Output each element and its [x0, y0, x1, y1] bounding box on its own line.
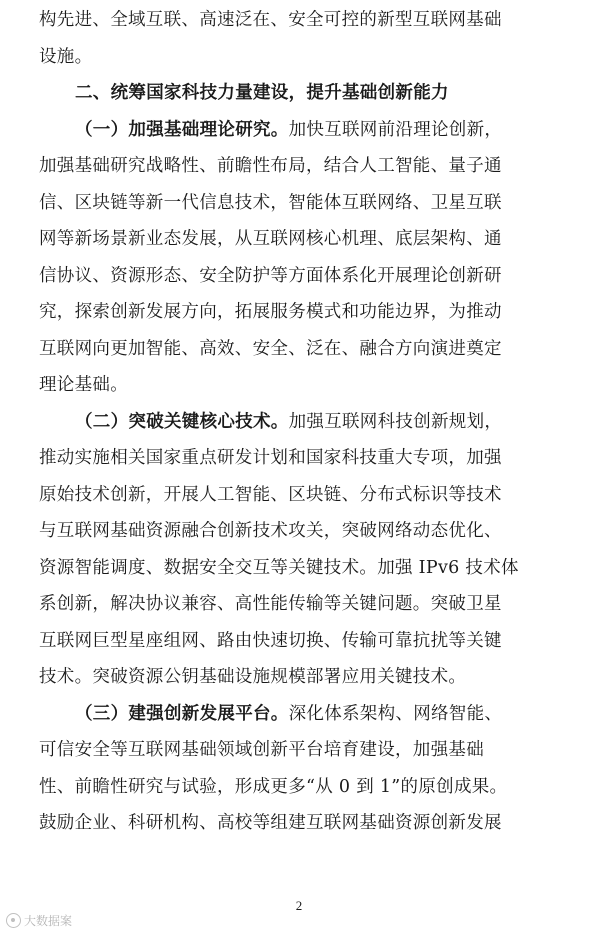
text-line: 与互联网基础资源融合创新技术攻关，突破网络动态优化、	[39, 521, 502, 541]
weibo-icon	[6, 913, 21, 928]
paragraph-first-line	[39, 112, 559, 149]
text-line: 鼓励企业、科研机构、高校等组建互联网基础资源创新发展	[39, 813, 502, 833]
text-line: 推动实施相关国家重点研发计划和国家科技重大专项，加强	[39, 448, 502, 468]
text-line: 构先进、全域互联、高速泛在、安全可控的新型互联网基础	[39, 10, 502, 30]
paragraph-first-line	[39, 696, 559, 733]
text-line: 信协议、资源形态、安全防护等方面体系化开展理论创新研	[39, 265, 502, 286]
text-line: 究，探索创新发展方向，拓展服务模式和功能边界，为推动	[39, 302, 502, 322]
text-line: 理论基础。	[39, 375, 128, 395]
text-line: 网等新场景新业态发展，从互联网核心机理、底层架构、通	[39, 229, 502, 249]
text-line: 加强基础研究战略性、前瞻性布局，结合人工智能、量子通	[39, 156, 502, 176]
document-body	[39, 2, 559, 842]
text-line: 资源智能调度、数据安全交互等关键技术。加强 IPv6 技术体	[39, 557, 519, 578]
section-heading: 二、统筹国家科技力量建设，提升基础创新能力	[75, 83, 449, 103]
paragraph-lead-title: （一）加强基础理论研究。	[75, 119, 289, 140]
text-line: 可信安全等互联网基础领域创新平台培育建设，加强基础	[39, 740, 484, 760]
text-line: 互联网向更加智能、高效、安全、泛在、融合方向演进奠定	[39, 338, 502, 359]
paragraph-text: 加强互联网科技创新规划，	[288, 411, 503, 432]
watermark	[6, 912, 72, 929]
paragraph-first-line	[39, 404, 559, 441]
text-line: 技术。突破资源公钥基础设施规模部署应用关键技术。	[39, 667, 467, 687]
paragraph-lead-title: （二）突破关键核心技术。	[75, 411, 289, 432]
paragraph-text: 深化体系架构、网络智能、	[288, 703, 503, 724]
text-line: 互联网巨型星座组网、路由快速切换、传输可靠抗扰等关键	[39, 630, 502, 651]
text-line: 性、前瞻性研究与试验，形成更多“从 0 到 1”的原创成果。	[39, 776, 508, 797]
paragraph-lead-title: （三）建强创新发展平台。	[75, 703, 289, 724]
text-line: 原始技术创新，开展人工智能、区块链、分布式标识等技术	[39, 484, 502, 505]
text-line: 信、区块链等新一代信息技术，智能体互联网络、卫星互联	[39, 192, 502, 213]
text-line: 设施。	[39, 46, 93, 67]
page-number: 2	[295, 898, 303, 913]
watermark-text: 大数据案	[24, 914, 73, 928]
text-line: 系创新，解决协议兼容、高性能传输等关键问题。突破卫星	[39, 594, 502, 614]
paragraph-text: 加快互联网前沿理论创新，	[288, 119, 503, 140]
